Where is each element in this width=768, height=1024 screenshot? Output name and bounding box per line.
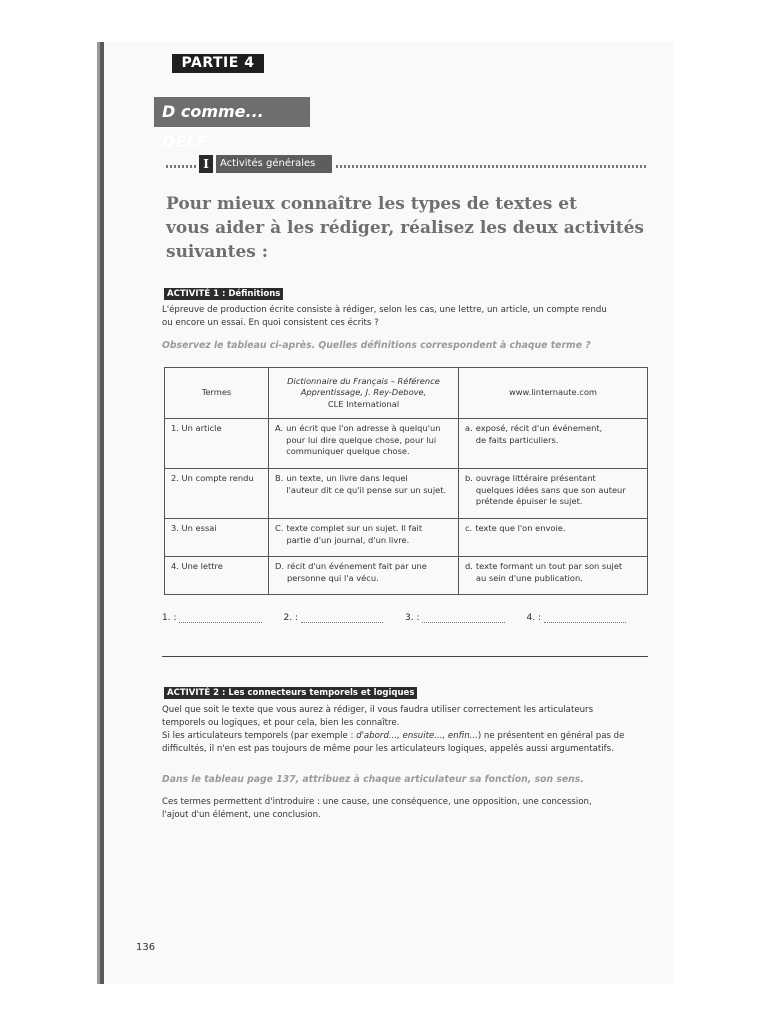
header-website: www.linternaute.com <box>459 368 648 419</box>
definition-line: prétende épuiser le sujet. <box>475 496 583 506</box>
section-divider-left <box>166 165 196 168</box>
dictionary-definition-cell <box>269 519 459 557</box>
definition-line: un texte, un livre dans lequel <box>286 473 408 483</box>
table-row <box>165 519 648 557</box>
definition-line: au sein d'une publication. <box>475 572 583 583</box>
paragraph-line: ou encore un essai. En quoi consistent ces écrits ? <box>162 318 379 328</box>
table-row <box>165 469 648 519</box>
table-row <box>165 557 648 595</box>
definition-line: quelques idées sans que son auteur <box>475 484 626 495</box>
paragraph-line: L'épreuve de production écrite consiste à rédiger, selon les cas, une lettre, un article, un compte rendu <box>162 305 607 315</box>
section-divider-right <box>336 165 646 168</box>
definition-line: un écrit que l'on adresse à quelqu'un <box>286 423 441 433</box>
header-dictionary-line: Apprentissage, J. Rey-Debove, <box>300 387 427 398</box>
paragraph-line: Ces termes permettent d'introduire : une cause, une conséquence, une opposition, une concession, <box>162 797 592 807</box>
definitions-table <box>164 367 648 595</box>
definition-key: c. <box>465 523 473 533</box>
definition-line: ouvrage littéraire présentant <box>475 473 596 483</box>
definition-line: pour lui dire quelque chose, pour lui <box>286 434 437 445</box>
header-dictionary <box>269 368 459 419</box>
definition-line: partie d'un journal, d'un livre. <box>286 534 410 545</box>
answer-label: 3. : <box>405 613 420 623</box>
answer-field-3[interactable] <box>405 613 527 623</box>
page-number: 136 <box>136 942 156 953</box>
paragraph-line: Quel que soit le texte que vous aurez à rédiger, il vous faudra utiliser correctement les articulateurs <box>162 705 594 715</box>
answer-field-1[interactable] <box>162 613 284 623</box>
term-cell: 4. Une lettre <box>165 557 269 595</box>
book-page <box>100 42 674 984</box>
header-dictionary-line: CLE International <box>327 398 400 409</box>
answer-label: 2. : <box>283 613 298 623</box>
dictionary-definition-cell <box>269 557 459 595</box>
paragraph-line <box>162 730 644 743</box>
definition-line: l'auteur dit ce qu'il pense sur un sujet. <box>286 484 447 495</box>
intro-heading-line: Pour mieux connaître les types de textes et <box>166 194 577 214</box>
answer-dotted-line <box>301 614 383 623</box>
answer-dotted-line <box>422 614 504 623</box>
paragraph-line: l'ajout d'un élément, une conclusion. <box>162 810 321 820</box>
section-separator <box>162 656 648 657</box>
definition-line: personne qui l'a vécu. <box>287 572 379 583</box>
definition-line: texte complet sur un sujet. Il fait <box>286 523 423 533</box>
section-number: I <box>199 155 213 173</box>
header-terms: Termes <box>165 368 269 419</box>
definition-key: b. <box>465 473 473 483</box>
definition-key: C. <box>275 523 284 533</box>
definition-line: exposé, récit d'un événement, <box>475 423 603 433</box>
answer-dotted-line <box>179 614 261 623</box>
definition-key: D. <box>275 561 285 571</box>
intro-heading <box>166 192 646 264</box>
definition-line: texte que l'on envoie. <box>475 523 566 533</box>
dictionary-definition-cell <box>269 469 459 519</box>
intro-heading-line: suivantes : <box>166 242 269 262</box>
answer-label: 1. : <box>162 613 177 623</box>
intro-heading-line: vous aider à les rédiger, réalisez les deux activités <box>166 218 644 238</box>
paragraph-line: temporels ou logiques, et pour cela, bien les connaître. <box>162 718 400 728</box>
website-definition-cell <box>459 419 648 469</box>
definition-line: de faits particuliers. <box>475 434 559 445</box>
header-dictionary-line: Dictionnaire du Français – Référence <box>287 375 440 386</box>
paragraph-line: difficultés, il n'en est pas toujours de même pour les articulateurs logiques, appelés aussi argumentatifs. <box>162 744 614 754</box>
definition-line: communiquer quelque chose. <box>286 446 410 456</box>
term-cell: 1. Un article <box>165 419 269 469</box>
example-connectors: d'abord..., ensuite..., enfin... <box>356 731 478 741</box>
text-span: ) ne présentent en général pas de <box>477 731 625 741</box>
answer-dotted-line <box>544 614 626 623</box>
activity-2-paragraph <box>162 704 644 756</box>
definition-line: récit d'un événement fait par une <box>287 561 427 571</box>
table-row <box>165 419 648 469</box>
answer-field-2[interactable] <box>284 613 406 623</box>
term-cell: 2. Un compte rendu <box>165 469 269 519</box>
website-definition-cell <box>459 519 648 557</box>
chapter-title: D comme... DELF <box>154 97 310 127</box>
section-title: Activités générales <box>216 155 332 173</box>
partie-label: PARTIE 4 <box>172 54 264 73</box>
answer-lines <box>162 613 648 623</box>
definition-key: A. <box>275 423 284 433</box>
website-definition-cell <box>459 557 648 595</box>
answer-label: 4. : <box>526 613 541 623</box>
activity-1-instruction: Observez le tableau ci-après. Quelles définitions correspondent à chaque terme ? <box>162 340 591 351</box>
definition-line: texte formant un tout par son sujet <box>475 561 623 571</box>
activity-2-paragraph-2 <box>162 796 644 822</box>
activity-1-label: ACTIVITÉ 1 : Définitions <box>164 288 283 300</box>
activity-2-label: ACTIVITÉ 2 : Les connecteurs temporels et logiques <box>164 687 417 699</box>
definition-key: d. <box>465 561 473 571</box>
table-header-row <box>165 368 648 419</box>
term-cell: 3. Un essai <box>165 519 269 557</box>
text-span: Si les articulateurs temporels (par exemple : <box>162 731 357 741</box>
definition-key: B. <box>275 473 284 483</box>
definition-key: a. <box>465 423 473 433</box>
dictionary-definition-cell <box>269 419 459 469</box>
answer-field-4[interactable] <box>527 613 649 623</box>
activity-2-instruction: Dans le tableau page 137, attribuez à chaque articulateur sa fonction, son sens. <box>162 774 584 785</box>
activity-1-paragraph <box>162 304 632 330</box>
website-definition-cell <box>459 469 648 519</box>
